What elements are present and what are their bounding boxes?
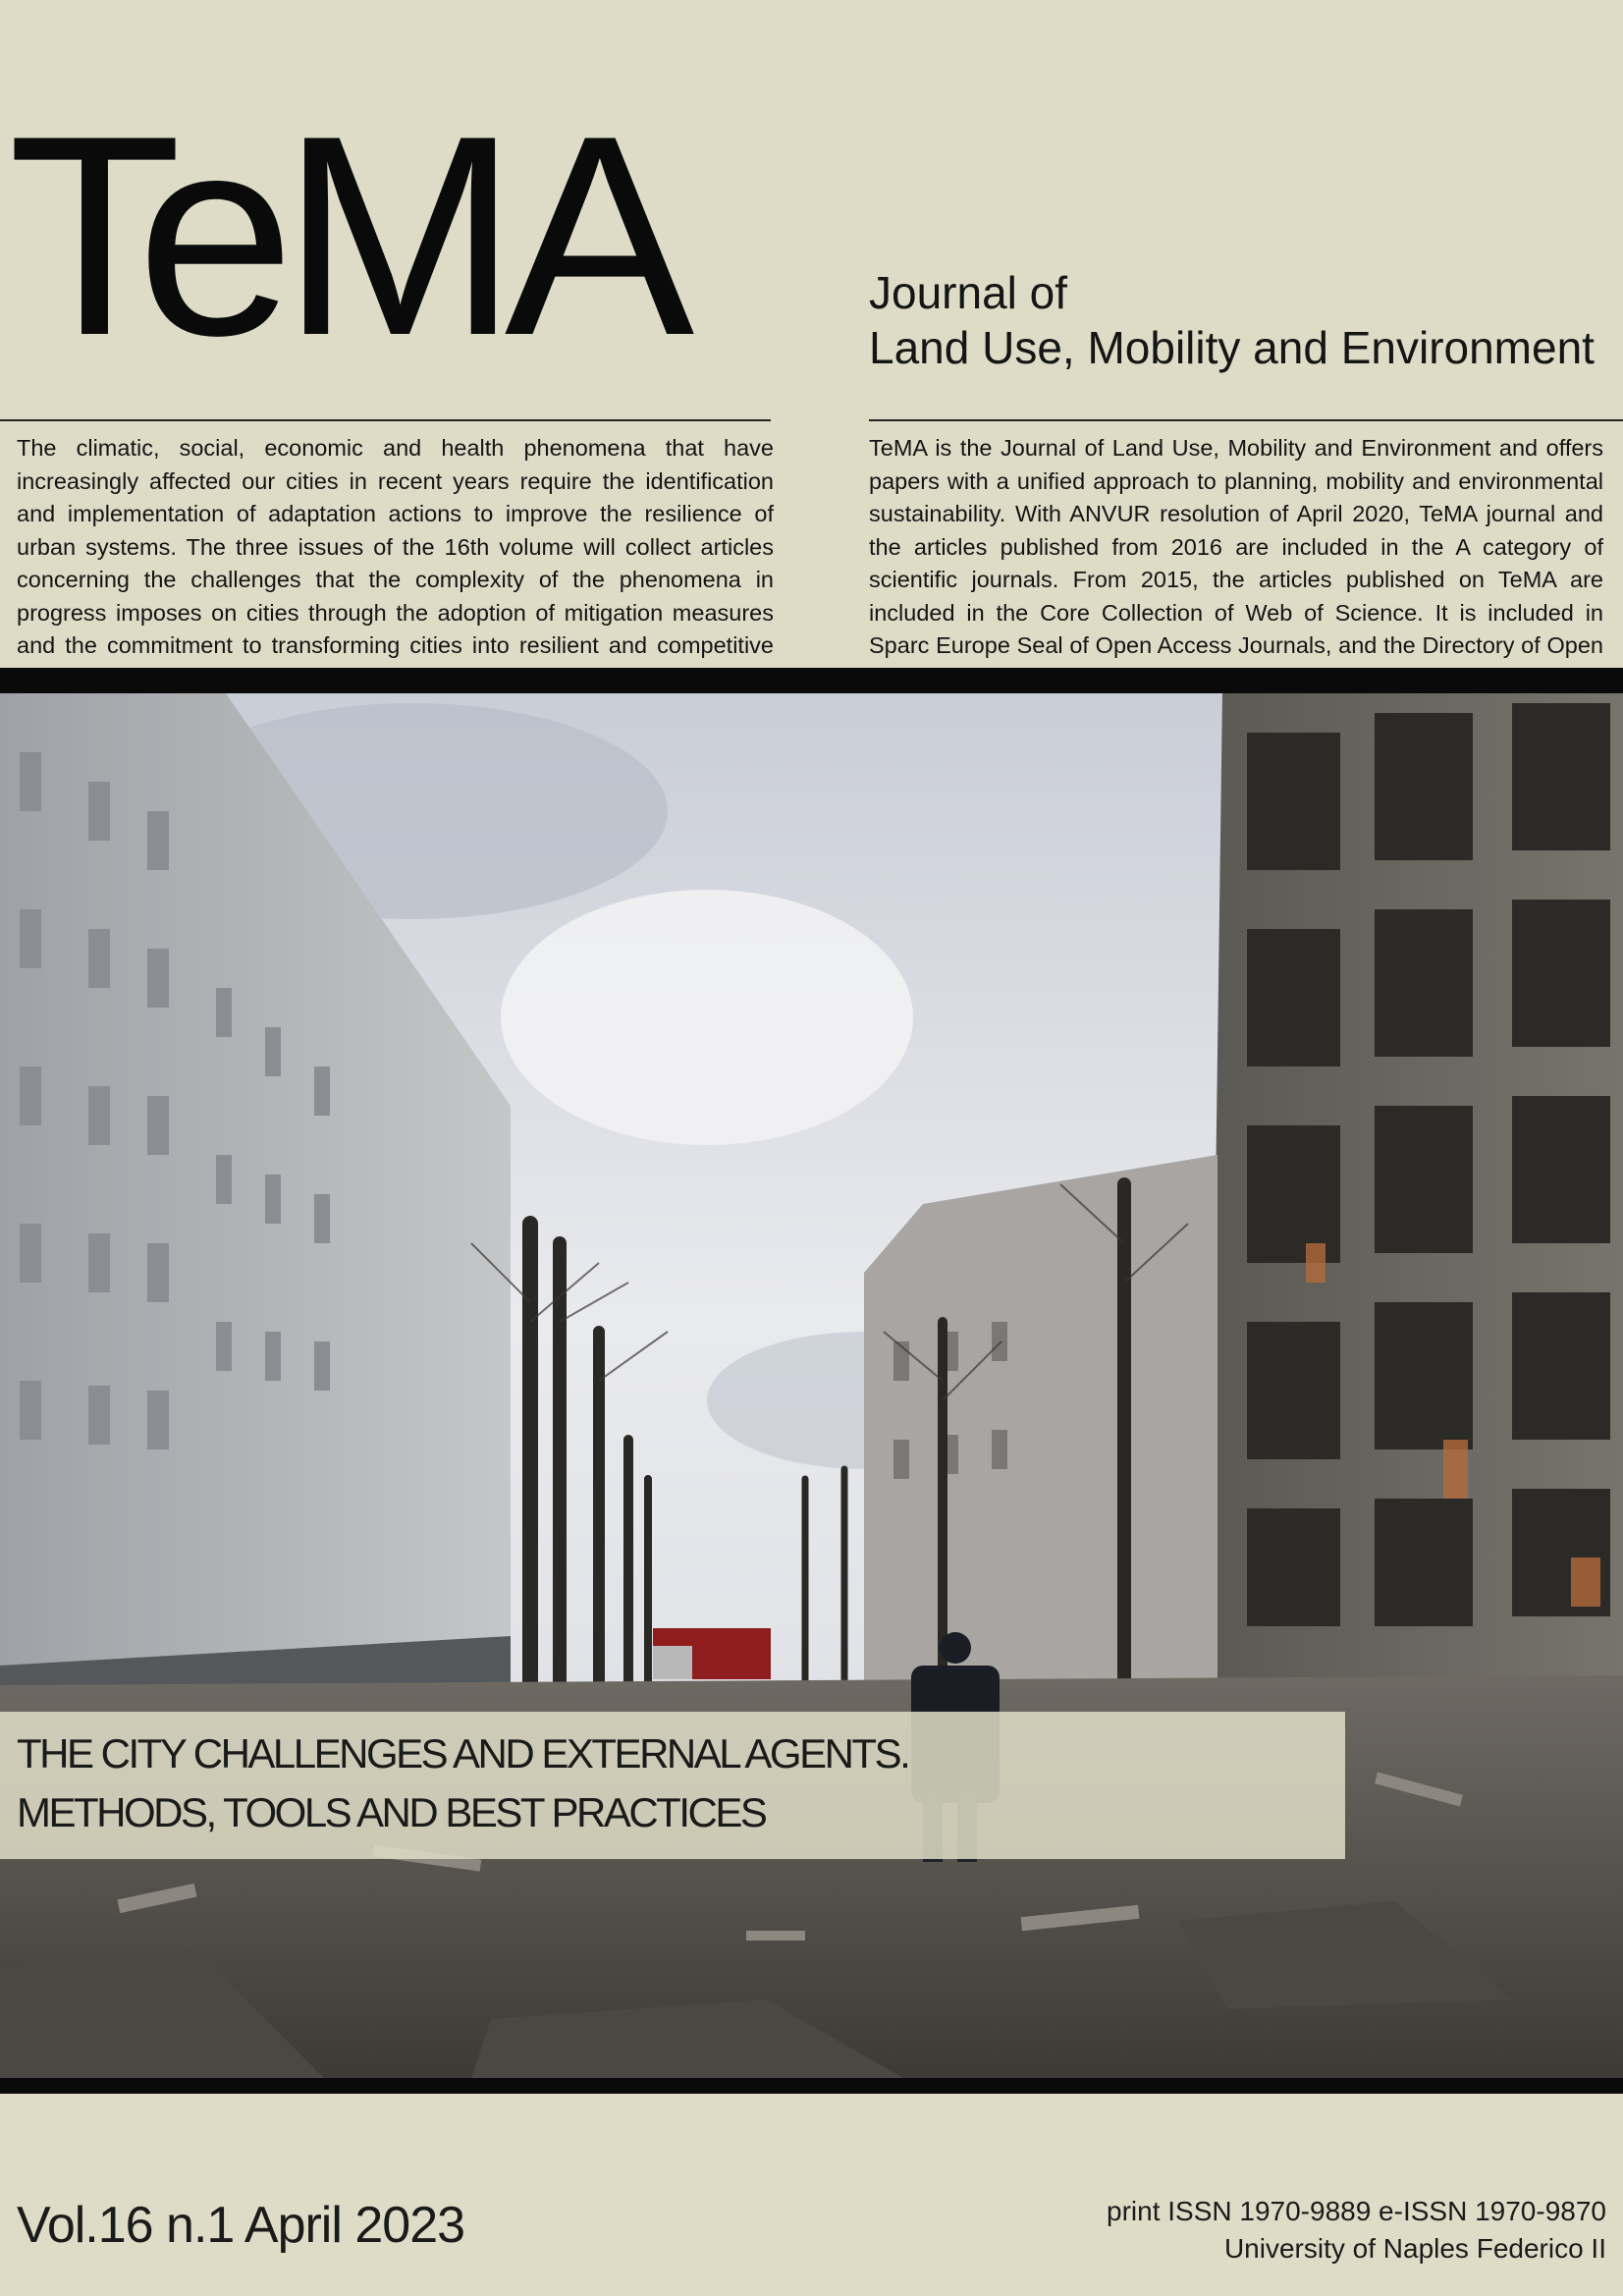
divider-left	[0, 419, 771, 421]
issue-theme-line-2: METHODS, TOOLS AND BEST PRACTICES	[17, 1789, 766, 1835]
journal-subtitle	[869, 265, 1595, 375]
journal-logo: TeMA	[8, 77, 681, 395]
issue-description: The climatic, social, economic and health phenomena that have increasingly affected our cities in recent years require the identification and implementation of adaptation actions to improve the resilience of urban systems. The three issues of the 16th volume will collect articles concerning the challenges that the complexity of the phenomena in progress imposes on cities through the adoption of mitigation measures and the commitment to transforming cities into resilient and competitive	[17, 435, 774, 658]
issue-theme-line-1: THE CITY CHALLENGES AND EXTERNAL AGENTS.	[17, 1730, 909, 1777]
volume-issue: Vol.16 n.1 April 2023	[17, 2197, 465, 2254]
issn-info: print ISSN 1970-9889 e-ISSN 1970-9870	[1107, 2196, 1606, 2226]
journal-description: TeMA is the Journal of Land Use, Mobility and Environment and offers papers with a unified approach to planning, mobility and environmental sustainability. With ANVUR resolution of April 2020, TeMA journal and the articles published from 2016 are included in the A category of scientific journals. From 2015, the articles published on TeMA are included in the Core Collection of Web of Science. It is included in Sparc Europe Seal of Open Access Journals, and the Directory of Open	[869, 435, 1603, 658]
subtitle-line-1: Journal of	[869, 267, 1068, 318]
subtitle-line-2: Land Use, Mobility and Environment	[869, 322, 1595, 373]
publisher-university: University of Naples Federico II	[1223, 2233, 1606, 2264]
photo-bottom-band	[0, 2078, 1623, 2094]
photo-top-band	[0, 668, 1623, 693]
cover-photo	[0, 693, 1623, 2078]
divider-right	[869, 419, 1623, 421]
